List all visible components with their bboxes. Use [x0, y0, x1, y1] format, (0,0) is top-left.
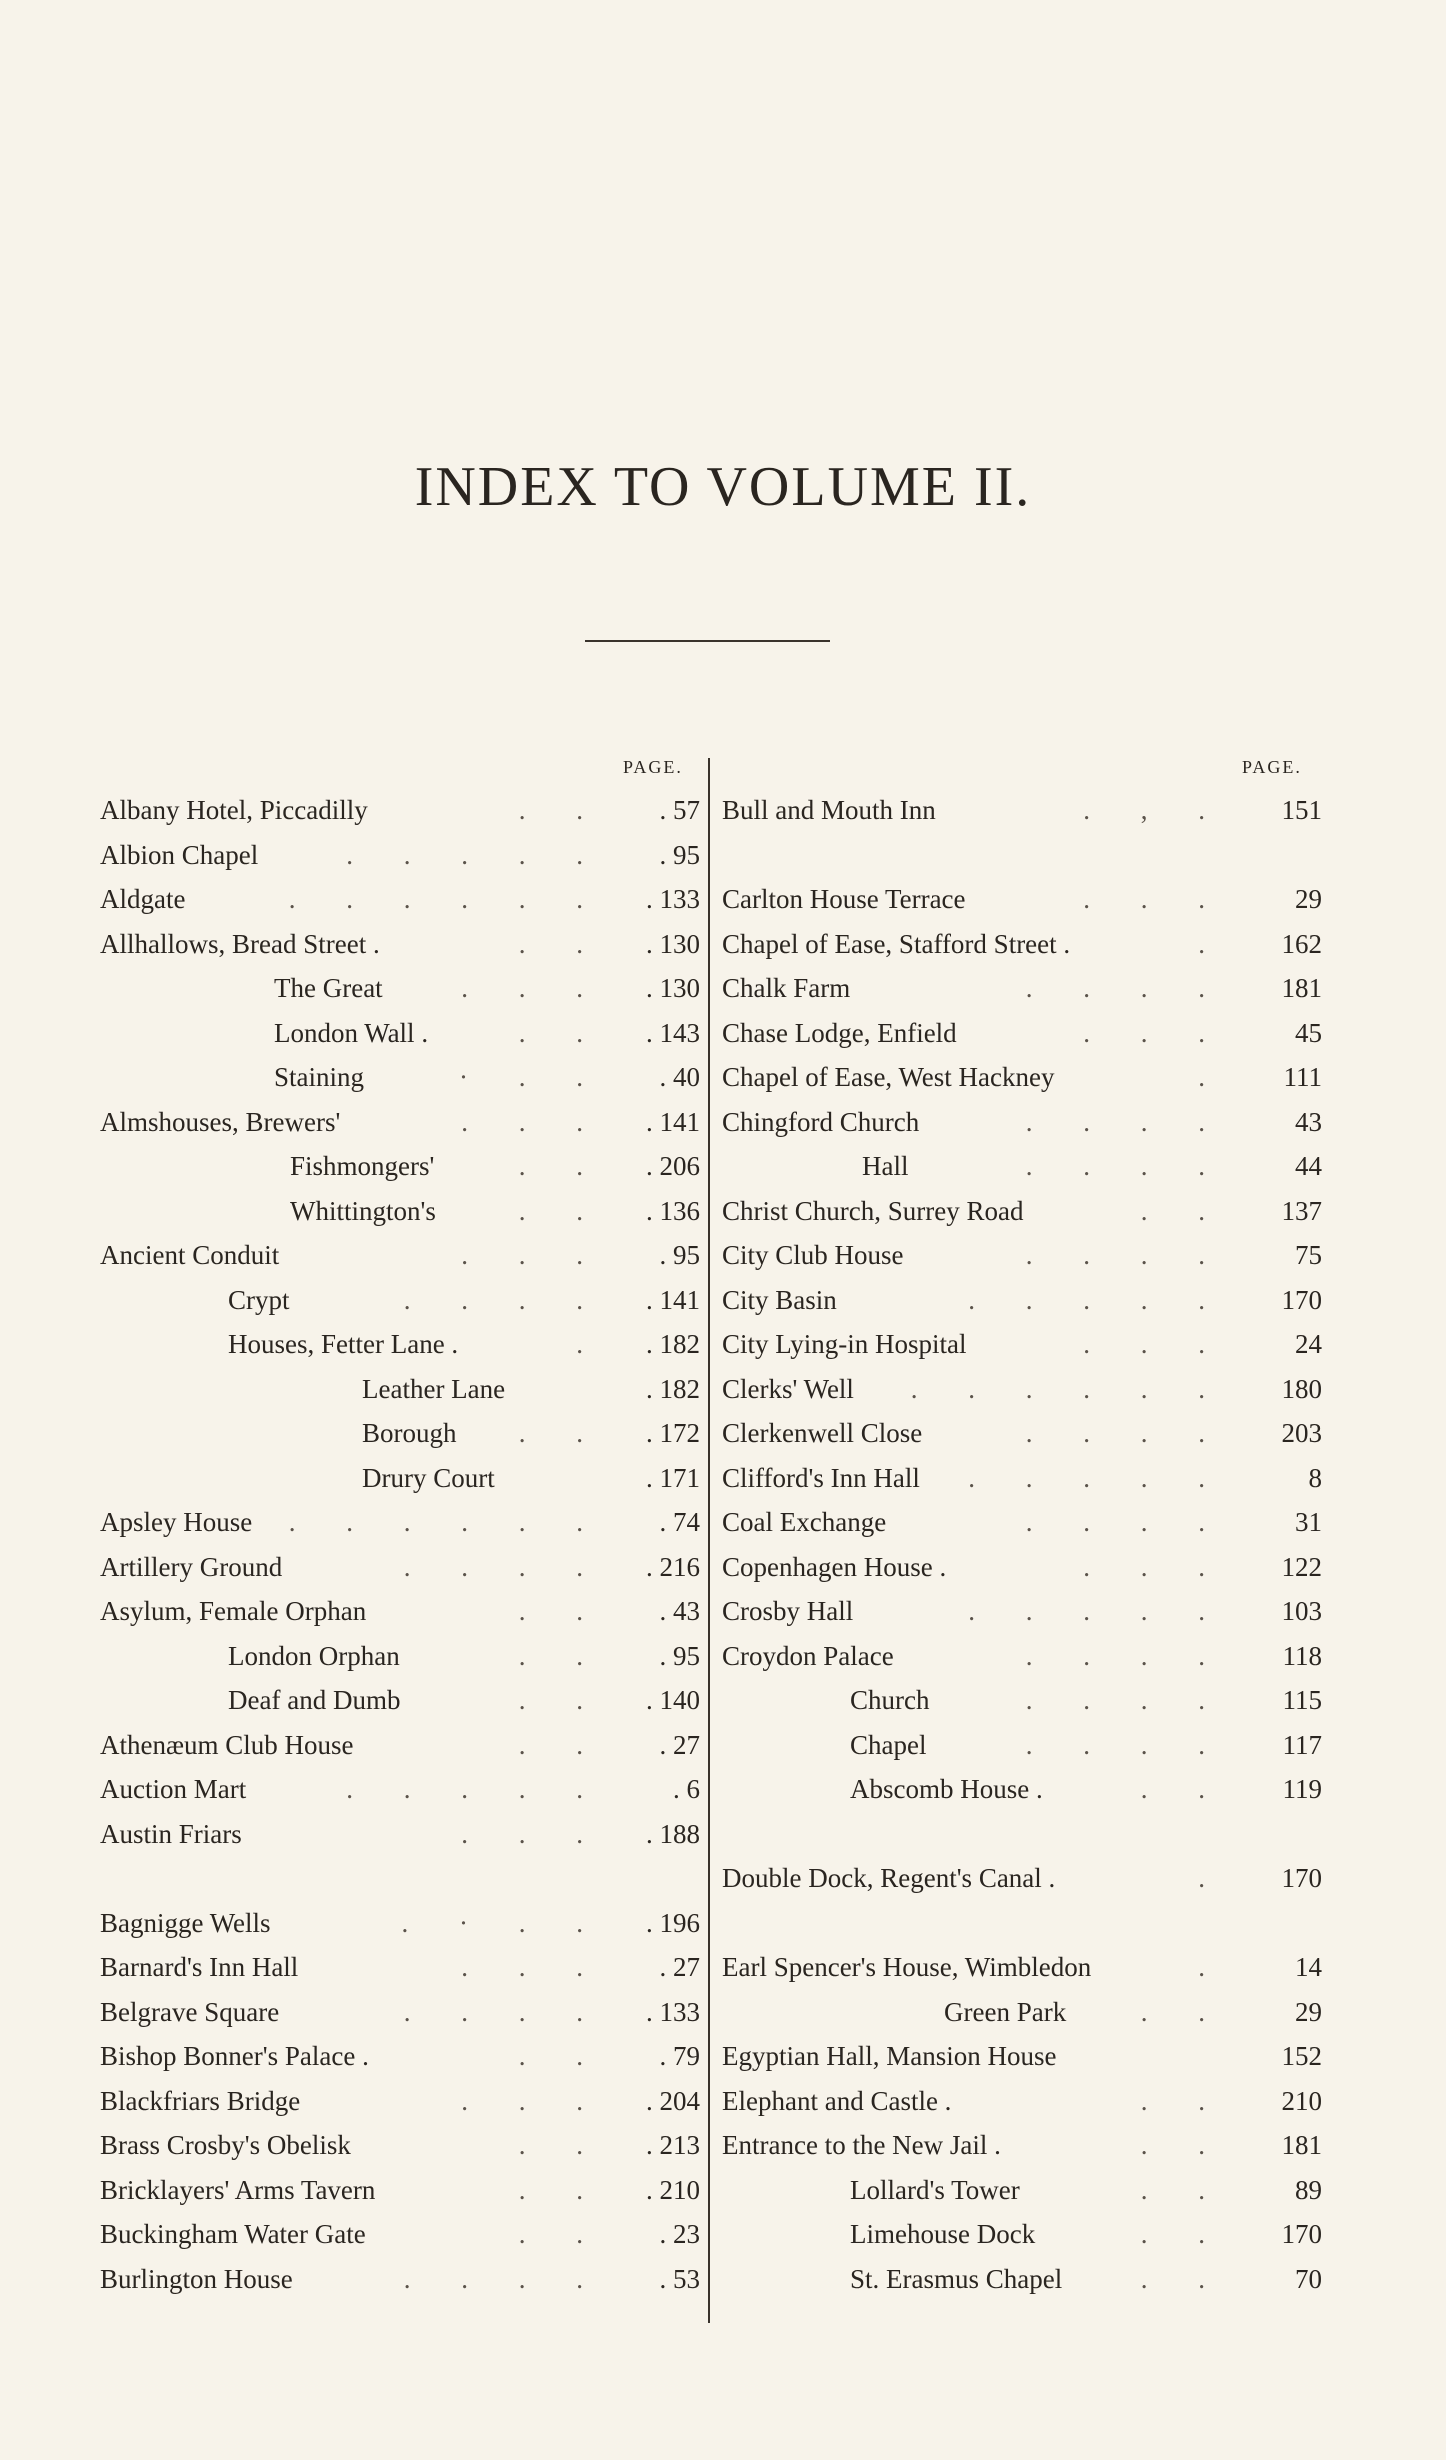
- leader-dots: . .: [1140, 2085, 1227, 2116]
- entry-label: Albion Chapel: [100, 839, 259, 870]
- leader-dots: . .: [518, 2041, 605, 2071]
- entry-label: City Lying-in Hospital: [722, 1329, 967, 1359]
- index-entry: [100, 1678, 700, 1723]
- page-number: 170: [1281, 1863, 1322, 1893]
- index-entry: [100, 1411, 700, 1456]
- leader-dots: . .: [1140, 2219, 1227, 2249]
- page-number: . 143: [646, 1017, 700, 1048]
- index-entry: [100, 2079, 700, 2124]
- index-entry: [722, 1411, 1322, 1456]
- leader-dots: . . . . . .: [288, 884, 605, 914]
- leader-dots: . .: [518, 1640, 605, 1671]
- leader-dots: . .: [1140, 1195, 1227, 1226]
- index-entry: [722, 1545, 1322, 1590]
- entry-label: Bagnigge Wells: [100, 1907, 271, 1938]
- entry-label: Earl Spencer's House, Wimbledon: [722, 1952, 1092, 1982]
- leader-dots: . .: [518, 1195, 605, 1226]
- page-number: . 133: [646, 884, 700, 914]
- page-number: . 140: [646, 1685, 700, 1715]
- page-number: . 95: [659, 1640, 700, 1671]
- index-entry: [722, 1233, 1322, 1278]
- leader-dots: . . . .: [1025, 1729, 1227, 1760]
- page-number: 24: [1295, 1329, 1322, 1359]
- leader-dots: . . .: [461, 1818, 605, 1849]
- leader-dots: . .: [518, 1418, 605, 1448]
- leader-dots: . . . .: [1025, 1240, 1227, 1270]
- entry-label: Chapel: [850, 1729, 927, 1760]
- entry-label: Clerks' Well: [722, 1373, 854, 1404]
- entry-label: Croydon Palace: [722, 1640, 894, 1671]
- leader-dots: . . .: [461, 1240, 605, 1270]
- entry-label: Athenæum Club House: [100, 1729, 354, 1760]
- page-number: . 57: [659, 795, 700, 825]
- index-entry: [722, 966, 1322, 1011]
- index-gap: [100, 1856, 700, 1901]
- entry-label: Asylum, Female Orphan: [100, 1596, 367, 1626]
- index-entry: [100, 1100, 700, 1145]
- index-entry: [100, 1767, 700, 1812]
- leader-dots: . .: [518, 2219, 605, 2249]
- entry-label: Austin Friars: [100, 1818, 242, 1849]
- entry-label: London Wall .: [274, 1017, 429, 1048]
- entry-label: Auction Mart: [100, 1774, 247, 1804]
- page-number: . 188: [646, 1818, 700, 1849]
- index-entry: [722, 1322, 1322, 1367]
- page-number: . 216: [646, 1551, 700, 1582]
- leader-dots: . .: [1140, 2174, 1227, 2205]
- entry-label: Aldgate: [100, 884, 186, 914]
- leader-dots: .: [1198, 1062, 1227, 1092]
- page-number: 170: [1281, 2219, 1322, 2249]
- leader-dots: . . . . . .: [910, 1373, 1227, 1404]
- page-number: . 213: [646, 2130, 700, 2160]
- entry-label: Green Park: [944, 1996, 1067, 2027]
- entry-label: Artillery Ground: [100, 1551, 283, 1582]
- entry-label: Burlington House: [100, 2263, 293, 2294]
- entry-label: Chase Lodge, Enfield: [722, 1017, 957, 1048]
- left-page-heading: PAGE.: [623, 757, 683, 777]
- page-number: 111: [1283, 1062, 1322, 1092]
- leader-dots: . .: [518, 795, 605, 825]
- index-entry: [722, 1500, 1322, 1545]
- leader-dots: · . .: [459, 1062, 605, 1092]
- entry-label: Staining: [274, 1062, 365, 1092]
- page-number: 29: [1295, 1996, 1322, 2027]
- leader-dots: . . . .: [1025, 1507, 1227, 1537]
- page-number: 43: [1295, 1106, 1322, 1137]
- page-number: 181: [1281, 973, 1322, 1003]
- leader-dots: . . .: [461, 1952, 605, 1982]
- page-number: 89: [1295, 2174, 1322, 2205]
- entry-label: Clifford's Inn Hall: [722, 1462, 920, 1493]
- index-entry: [722, 788, 1322, 833]
- index-entry: [100, 2212, 700, 2257]
- leader-dots: . . . .: [403, 1551, 605, 1582]
- entry-label: Bishop Bonner's Palace .: [100, 2041, 369, 2071]
- index-entry: [100, 1189, 700, 1234]
- entry-label: Chapel of Ease, West Hackney: [722, 1062, 1055, 1092]
- page-number: 181: [1281, 2130, 1322, 2160]
- index-entry: [722, 2168, 1322, 2213]
- entry-label: Brass Crosby's Obelisk: [100, 2130, 351, 2160]
- leader-dots: . . . .: [1025, 1418, 1227, 1448]
- leader-dots: . . . .: [1025, 1106, 1227, 1137]
- page-number: . 141: [646, 1284, 700, 1315]
- index-entry: [100, 1545, 700, 1590]
- entry-label: Ancient Conduit: [100, 1240, 280, 1270]
- entry-label: Barnard's Inn Hall: [100, 1952, 299, 1982]
- index-entry: [722, 1634, 1322, 1679]
- leader-dots: .: [1198, 1952, 1227, 1982]
- page-number: 162: [1281, 928, 1322, 959]
- leader-dots: . . .: [1083, 1329, 1227, 1359]
- index-entry: [722, 1367, 1322, 1412]
- index-entry: [100, 1945, 700, 1990]
- index-entry: [722, 1189, 1322, 1234]
- page-number: 122: [1281, 1551, 1322, 1582]
- index-entry: [100, 1901, 700, 1946]
- leader-dots: . . . . .: [346, 1774, 605, 1804]
- entry-label: Almshouses, Brewers': [100, 1106, 341, 1137]
- index-entry: [722, 2123, 1322, 2168]
- entry-label: Lollard's Tower: [850, 2174, 1020, 2205]
- index-entry: [100, 1456, 700, 1501]
- leader-dots: . .: [518, 1151, 605, 1181]
- index-entry: [722, 1278, 1322, 1323]
- entry-label: City Basin: [722, 1284, 837, 1315]
- page-number: 8: [1308, 1462, 1322, 1493]
- index-entry: [100, 1367, 700, 1412]
- page-number: 203: [1281, 1418, 1322, 1448]
- leader-dots: . .: [1140, 2130, 1227, 2160]
- entry-label: Borough: [362, 1418, 457, 1448]
- entry-label: Egyptian Hall, Mansion House: [722, 2041, 1057, 2071]
- page-number: 137: [1281, 1195, 1322, 1226]
- index-entry: [100, 1322, 700, 1367]
- page-number: . 196: [646, 1907, 700, 1938]
- page-number: . 133: [646, 1996, 700, 2027]
- index-gap: [722, 833, 1322, 878]
- page-number: 152: [1281, 2041, 1322, 2071]
- leader-dots: . .: [518, 1729, 605, 1760]
- index-entry: [100, 1723, 700, 1768]
- left-index-column: [100, 788, 700, 2301]
- entry-label: Crypt: [228, 1284, 290, 1315]
- entry-label: Houses, Fetter Lane .: [228, 1329, 459, 1359]
- page-number: 151: [1281, 795, 1322, 825]
- entry-label: Double Dock, Regent's Canal .: [722, 1863, 1056, 1893]
- leader-dots: . . .: [1083, 884, 1227, 914]
- leader-dots: . . . .: [403, 2263, 605, 2294]
- index-entry: [100, 877, 700, 922]
- page-number: 31: [1295, 1507, 1322, 1537]
- index-entry: [722, 1100, 1322, 1145]
- leader-dots: . .: [1140, 2263, 1227, 2294]
- page-number: . 27: [659, 1729, 700, 1760]
- index-entry: [100, 788, 700, 833]
- page-number: . 95: [659, 839, 700, 870]
- leader-dots: . .: [1140, 1996, 1227, 2027]
- leader-dots: .: [576, 1329, 605, 1359]
- page-number: 70: [1295, 2263, 1322, 2294]
- page-number: . 204: [646, 2085, 700, 2116]
- entry-label: Elephant and Castle .: [722, 2085, 952, 2116]
- leader-dots: . . . .: [403, 1996, 605, 2027]
- index-entry: [722, 2079, 1322, 2124]
- index-entry: [722, 1723, 1322, 1768]
- entry-label: Hall: [862, 1151, 909, 1181]
- index-entry: [100, 922, 700, 967]
- entry-label: Apsley House: [100, 1507, 253, 1537]
- index-entry: [722, 1767, 1322, 1812]
- index-entry: [722, 2257, 1322, 2302]
- entry-label: Coal Exchange: [722, 1507, 887, 1537]
- entry-label: Limehouse Dock: [850, 2219, 1036, 2249]
- leader-dots: . .: [518, 1017, 605, 1048]
- page-number: . 95: [659, 1240, 700, 1270]
- leader-dots: . . .: [461, 2085, 605, 2116]
- page-number: . 74: [659, 1507, 700, 1537]
- index-entry: [722, 2034, 1322, 2079]
- page-number: . 40: [659, 1062, 700, 1092]
- index-entry: [722, 2212, 1322, 2257]
- index-gap: [722, 1812, 1322, 1857]
- leader-dots: . .: [518, 1685, 605, 1715]
- entry-label: Whittington's: [290, 1195, 436, 1226]
- index-entry: [722, 877, 1322, 922]
- entry-label: Drury Court: [362, 1462, 495, 1493]
- entry-label: Church: [850, 1685, 930, 1715]
- index-entry: [100, 1233, 700, 1278]
- page-number: 170: [1281, 1284, 1322, 1315]
- page-number: 119: [1282, 1774, 1322, 1804]
- entry-label: Chingford Church: [722, 1106, 920, 1137]
- leader-dots: .: [1198, 928, 1227, 959]
- page-number: 103: [1281, 1596, 1322, 1626]
- entry-label: Abscomb House .: [850, 1774, 1043, 1804]
- page-number: . 210: [646, 2174, 700, 2205]
- page-number: . 171: [646, 1462, 700, 1493]
- entry-label: Belgrave Square: [100, 1996, 280, 2027]
- index-entry: [722, 1456, 1322, 1501]
- index-entry: [100, 833, 700, 878]
- entry-label: Fishmongers': [290, 1151, 435, 1181]
- index-entry: [100, 2168, 700, 2213]
- entry-label: Clerkenwell Close: [722, 1418, 923, 1448]
- index-entry: [100, 1011, 700, 1056]
- page-number: 14: [1295, 1952, 1322, 1982]
- entry-label: Albany Hotel, Piccadilly: [100, 795, 368, 825]
- index-entry: [100, 1812, 700, 1857]
- leader-dots: . . .: [1083, 1551, 1227, 1582]
- index-entry: [100, 2034, 700, 2079]
- entry-label: The Great: [274, 973, 383, 1003]
- page-number: . 53: [659, 2263, 700, 2294]
- entry-label: Bull and Mouth Inn: [722, 795, 936, 825]
- page-number: . 6: [673, 1774, 700, 1804]
- page-number: 45: [1295, 1017, 1322, 1048]
- index-entry: [100, 1634, 700, 1679]
- entry-label: Buckingham Water Gate: [100, 2219, 366, 2249]
- page-number: . 27: [659, 1952, 700, 1982]
- entry-label: City Club House: [722, 1240, 904, 1270]
- page-number: 44: [1295, 1151, 1322, 1181]
- leader-dots: . .: [518, 928, 605, 959]
- index-entry: [100, 1589, 700, 1634]
- entry-label: London Orphan: [228, 1640, 400, 1671]
- page-number: 29: [1295, 884, 1322, 914]
- entry-label: Leather Lane: [362, 1373, 506, 1404]
- leader-dots: . . . .: [1025, 1640, 1227, 1671]
- entry-label: Chapel of Ease, Stafford Street .: [722, 928, 1071, 959]
- entry-label: Bricklayers' Arms Tavern: [100, 2174, 376, 2205]
- page-number: 118: [1282, 1640, 1322, 1671]
- index-entry: [722, 1011, 1322, 1056]
- page-number: . 172: [646, 1418, 700, 1448]
- leader-dots: . .: [518, 1596, 605, 1626]
- leader-dots: . , .: [1083, 795, 1227, 825]
- leader-dots: . . . .: [403, 1284, 605, 1315]
- entry-label: Copenhagen House .: [722, 1551, 947, 1582]
- page-number: . 206: [646, 1151, 700, 1181]
- index-entry: [722, 1055, 1322, 1100]
- entry-label: Carlton House Terrace: [722, 884, 966, 914]
- page-number: . 141: [646, 1106, 700, 1137]
- title-rule: [585, 640, 830, 642]
- page-title: INDEX TO VOLUME II.: [414, 456, 1032, 518]
- leader-dots: . .: [1140, 1774, 1227, 1804]
- page-number: . 43: [659, 1596, 700, 1626]
- entry-label: St. Erasmus Chapel: [850, 2263, 1063, 2294]
- leader-dots: . . . .: [1025, 1151, 1227, 1181]
- leader-dots: . . . . .: [968, 1284, 1227, 1315]
- index-entry: [722, 1589, 1322, 1634]
- entry-label: Crosby Hall: [722, 1596, 854, 1626]
- leader-dots: . .: [518, 2174, 605, 2205]
- index-entry: [722, 1990, 1322, 2035]
- page-number: 117: [1282, 1729, 1322, 1760]
- leader-dots: . . . . .: [346, 839, 605, 870]
- index-entry: [100, 2257, 700, 2302]
- leader-dots: . . . . .: [968, 1462, 1227, 1493]
- index-entry: [722, 1945, 1322, 1990]
- entry-label: Entrance to the New Jail .: [722, 2130, 1001, 2160]
- page-number: . 182: [646, 1373, 700, 1404]
- index-entry: [100, 1278, 700, 1323]
- leader-dots: . . . .: [1025, 973, 1227, 1003]
- page-number: . 79: [659, 2041, 700, 2071]
- entry-label: Deaf and Dumb: [228, 1685, 401, 1715]
- index-entry: [100, 1055, 700, 1100]
- leader-dots: . · . .: [401, 1907, 605, 1938]
- index-gap: [722, 1901, 1322, 1946]
- index-entry: [722, 922, 1322, 967]
- page-number: 210: [1281, 2085, 1322, 2116]
- leader-dots: .: [1198, 1863, 1227, 1893]
- index-entry: [100, 1500, 700, 1545]
- leader-dots: . . .: [1083, 1017, 1227, 1048]
- index-entry: [100, 966, 700, 1011]
- leader-dots: . . .: [461, 1106, 605, 1137]
- leader-dots: . . . . . .: [288, 1507, 605, 1537]
- leader-dots: . . . . .: [968, 1596, 1227, 1626]
- entry-label: Chalk Farm: [722, 973, 851, 1003]
- column-divider: [708, 758, 710, 2323]
- entry-label: Blackfriars Bridge: [100, 2085, 301, 2116]
- page-number: . 130: [646, 973, 700, 1003]
- index-entry: [100, 2123, 700, 2168]
- page-number: . 23: [659, 2219, 700, 2249]
- index-entry: [100, 1990, 700, 2035]
- page-number: 75: [1295, 1240, 1322, 1270]
- page-number: . 182: [646, 1329, 700, 1359]
- page-number: 180: [1281, 1373, 1322, 1404]
- index-entry: [722, 1856, 1322, 1901]
- page-number: . 130: [646, 928, 700, 959]
- index-entry: [100, 1144, 700, 1189]
- page-number: . 136: [646, 1195, 700, 1226]
- leader-dots: . . . .: [1025, 1685, 1227, 1715]
- entry-label: Allhallows, Bread Street .: [100, 928, 380, 959]
- right-page-heading: PAGE.: [1242, 757, 1302, 777]
- index-entry: [722, 1144, 1322, 1189]
- leader-dots: . .: [518, 2130, 605, 2160]
- index-entry: [722, 1678, 1322, 1723]
- entry-label: Christ Church, Surrey Road: [722, 1195, 1024, 1226]
- right-index-column: [722, 788, 1322, 2301]
- page-number: 115: [1282, 1685, 1322, 1715]
- leader-dots: . . .: [461, 973, 605, 1003]
